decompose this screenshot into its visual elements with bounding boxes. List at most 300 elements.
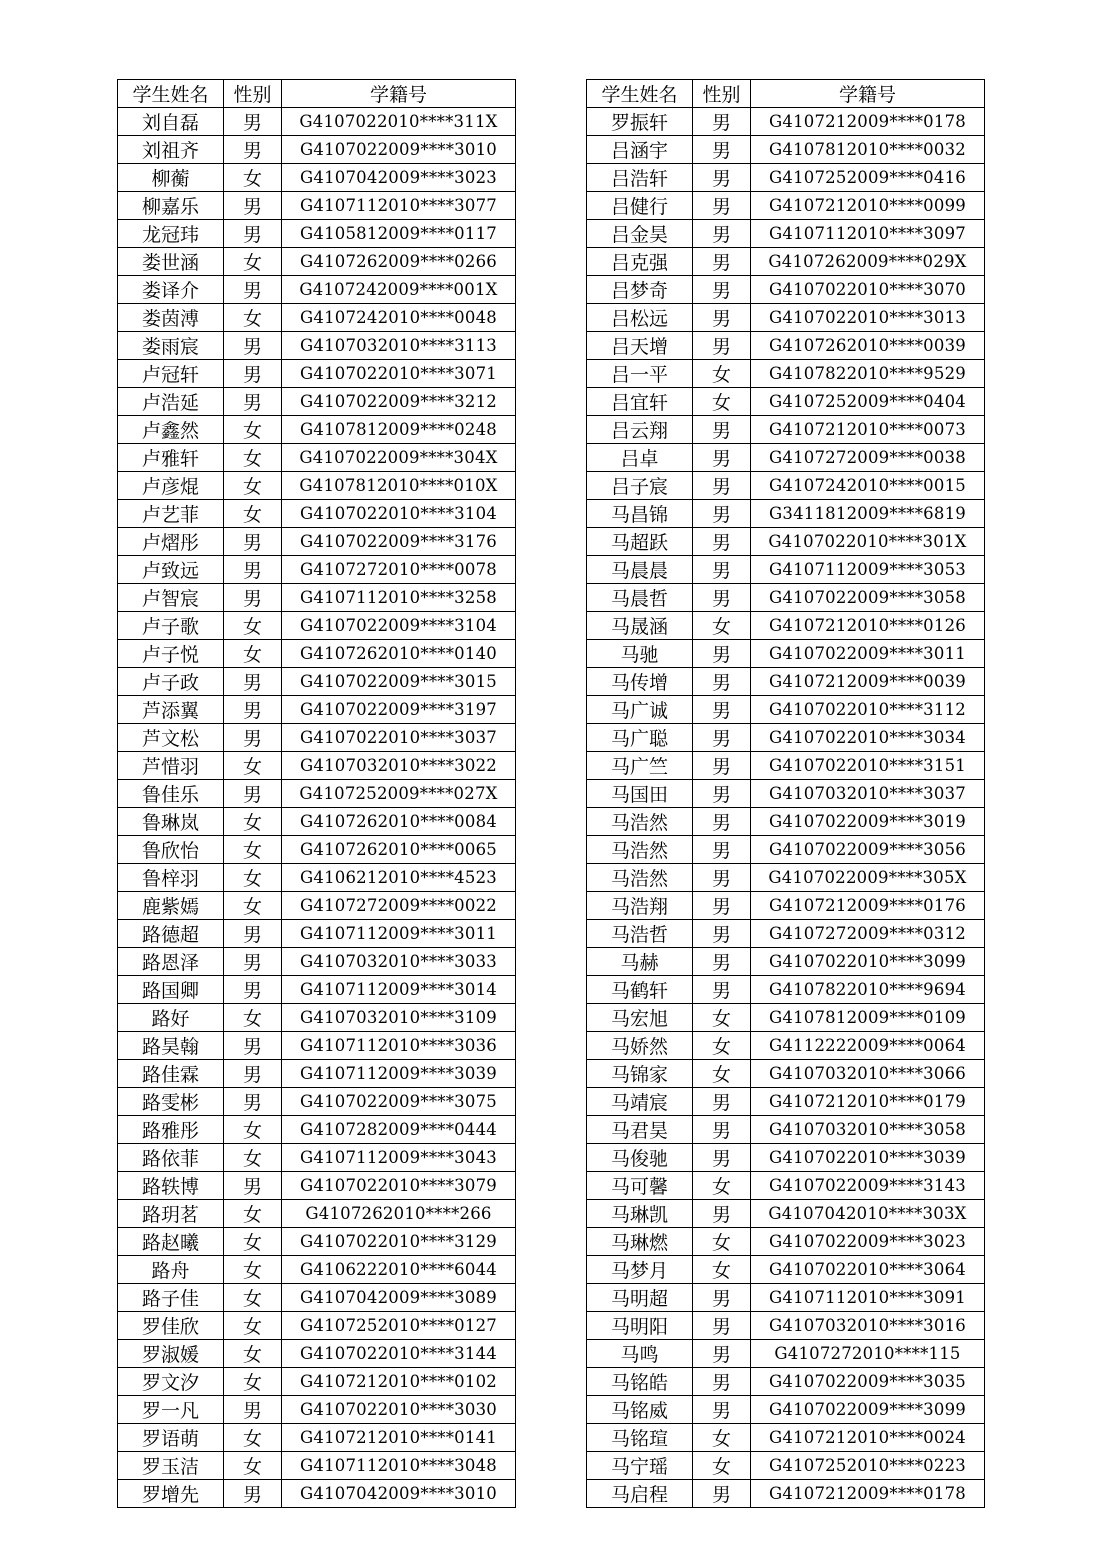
table-row: [587, 1228, 985, 1256]
student-id: G4107112010****3091: [751, 1284, 985, 1312]
table-row: [118, 808, 516, 836]
student-gender: 男: [693, 220, 751, 248]
table-row: [118, 192, 516, 220]
student-name: 吕天增: [587, 332, 693, 360]
student-id: G4107212009****0039: [751, 668, 985, 696]
student-id: G4107032010****3113: [282, 332, 516, 360]
student-id: G4107112009****3011: [282, 920, 516, 948]
header-gender: 性别: [693, 80, 751, 108]
student-name: 卢浩延: [118, 388, 224, 416]
student-gender: 男: [224, 528, 282, 556]
student-id: G4107022010****3030: [282, 1396, 516, 1424]
table-row: [118, 1452, 516, 1480]
table-row: [587, 864, 985, 892]
table-row: [587, 836, 985, 864]
student-id: G4107262009****029X: [751, 248, 985, 276]
student-gender: 女: [224, 500, 282, 528]
table-row: [587, 108, 985, 136]
student-id: G4107022010****3039: [751, 1144, 985, 1172]
table-row: [587, 640, 985, 668]
student-name: 马晟涵: [587, 612, 693, 640]
student-name: 龙冠玮: [118, 220, 224, 248]
table-row: [587, 1004, 985, 1032]
student-gender: 男: [224, 276, 282, 304]
student-gender: 男: [693, 752, 751, 780]
student-name: 路德超: [118, 920, 224, 948]
student-gender: 男: [224, 976, 282, 1004]
student-gender: 女: [224, 248, 282, 276]
table-row: [118, 864, 516, 892]
student-gender: 男: [693, 444, 751, 472]
student-id: G4107022009****3058: [751, 584, 985, 612]
table-header-row: [587, 80, 985, 108]
student-gender: 男: [693, 892, 751, 920]
student-id: G4107032010****3016: [751, 1312, 985, 1340]
student-id: G4107022010****3104: [282, 500, 516, 528]
student-id: G4107112009****3039: [282, 1060, 516, 1088]
student-id: G4107022009****3099: [751, 1396, 985, 1424]
student-gender: 男: [224, 724, 282, 752]
table-row: [587, 332, 985, 360]
student-id: G4107022010****3151: [751, 752, 985, 780]
student-name: 鲁佳乐: [118, 780, 224, 808]
student-name: 卢熠彤: [118, 528, 224, 556]
student-gender: 男: [693, 500, 751, 528]
table-row: [587, 1368, 985, 1396]
student-gender: 男: [693, 584, 751, 612]
student-name: 马启程: [587, 1480, 693, 1508]
student-id: G4107022009****3035: [751, 1368, 985, 1396]
student-id: G4107022009****3143: [751, 1172, 985, 1200]
table-row: [587, 808, 985, 836]
student-id: G4107042009****3089: [282, 1284, 516, 1312]
student-name: 罗增先: [118, 1480, 224, 1508]
student-id: G4107272010****0078: [282, 556, 516, 584]
student-id: G4107212009****0178: [751, 1480, 985, 1508]
student-gender: 女: [693, 1172, 751, 1200]
student-name: 罗语萌: [118, 1424, 224, 1452]
table-row: [118, 780, 516, 808]
table-row: [118, 360, 516, 388]
table-row: [587, 360, 985, 388]
student-gender: 男: [693, 472, 751, 500]
student-name: 马铭皓: [587, 1368, 693, 1396]
student-id: G4107022010****3112: [751, 696, 985, 724]
student-name: 马娇然: [587, 1032, 693, 1060]
student-name: 罗一凡: [118, 1396, 224, 1424]
student-gender: 女: [224, 612, 282, 640]
student-id: G4107262010****0039: [751, 332, 985, 360]
student-gender: 男: [224, 192, 282, 220]
student-gender: 男: [693, 276, 751, 304]
student-gender: 男: [693, 808, 751, 836]
student-gender: 女: [224, 1144, 282, 1172]
student-name: 柳嘉乐: [118, 192, 224, 220]
student-id: G4107022009****3212: [282, 388, 516, 416]
student-gender: 男: [224, 920, 282, 948]
table-row: [118, 556, 516, 584]
student-name: 马铭威: [587, 1396, 693, 1424]
table-row: [587, 1396, 985, 1424]
table-header-row: [118, 80, 516, 108]
student-name: 马明阳: [587, 1312, 693, 1340]
table-row: [587, 192, 985, 220]
student-gender: 男: [224, 780, 282, 808]
student-id: G4107022009****3019: [751, 808, 985, 836]
table-row: [587, 1032, 985, 1060]
student-name: 马鸣: [587, 1340, 693, 1368]
student-gender: 男: [693, 192, 751, 220]
student-id: G4106212010****4523: [282, 864, 516, 892]
student-id: G4107022009****3056: [751, 836, 985, 864]
table-row: [118, 332, 516, 360]
table-row: [118, 640, 516, 668]
student-gender: 男: [224, 1060, 282, 1088]
student-id: G4107022010****3071: [282, 360, 516, 388]
student-gender: 男: [693, 248, 751, 276]
student-gender: 男: [693, 780, 751, 808]
student-name: 马晨晨: [587, 556, 693, 584]
student-id: G3411812009****6819: [751, 500, 985, 528]
student-name: 卢雅轩: [118, 444, 224, 472]
student-name: 路佳霖: [118, 1060, 224, 1088]
student-id: G4107112010****3097: [751, 220, 985, 248]
student-id: G4107022010****3079: [282, 1172, 516, 1200]
student-gender: 女: [693, 360, 751, 388]
table-row: [587, 752, 985, 780]
student-gender: 女: [693, 1228, 751, 1256]
table-row: [118, 724, 516, 752]
student-id: G4107252010****0223: [751, 1452, 985, 1480]
student-name: 芦惜羽: [118, 752, 224, 780]
table-row: [118, 696, 516, 724]
table-row: [118, 1032, 516, 1060]
table-row: [118, 1368, 516, 1396]
student-gender: 女: [224, 164, 282, 192]
student-id: G4107212010****0024: [751, 1424, 985, 1452]
student-name: 卢智宸: [118, 584, 224, 612]
student-id: G4107252009****0404: [751, 388, 985, 416]
table-row: [587, 304, 985, 332]
student-gender: 男: [224, 696, 282, 724]
student-id: G4107242009****001X: [282, 276, 516, 304]
student-name: 马梦月: [587, 1256, 693, 1284]
table-row: [118, 108, 516, 136]
student-name: 马赫: [587, 948, 693, 976]
table-row: [587, 1144, 985, 1172]
table-row: [118, 472, 516, 500]
student-name: 马晨哲: [587, 584, 693, 612]
student-name: 路子佳: [118, 1284, 224, 1312]
student-gender: 男: [224, 1088, 282, 1116]
student-id: G4107022010****3070: [751, 276, 985, 304]
student-gender: 男: [224, 1480, 282, 1508]
student-name: 马鹤轩: [587, 976, 693, 1004]
student-name: 马浩然: [587, 836, 693, 864]
table-row: [118, 136, 516, 164]
student-gender: 男: [693, 696, 751, 724]
student-id: G4106222010****6044: [282, 1256, 516, 1284]
student-id: G4107822010****9529: [751, 360, 985, 388]
student-id: G4107022009****3023: [751, 1228, 985, 1256]
student-id: G4107022010****3129: [282, 1228, 516, 1256]
student-id: G4107022010****3037: [282, 724, 516, 752]
student-name: 马传增: [587, 668, 693, 696]
student-gender: 男: [693, 304, 751, 332]
student-gender: 男: [693, 1340, 751, 1368]
student-name: 吕梦奇: [587, 276, 693, 304]
table-row: [118, 248, 516, 276]
student-gender: 女: [224, 1368, 282, 1396]
student-gender: 女: [224, 640, 282, 668]
student-id: G4107032010****3033: [282, 948, 516, 976]
student-gender: 男: [693, 1312, 751, 1340]
student-name: 马锦家: [587, 1060, 693, 1088]
student-id: G4107212010****0102: [282, 1368, 516, 1396]
table-row: [587, 1060, 985, 1088]
student-gender: 男: [693, 416, 751, 444]
student-name: 罗佳欣: [118, 1312, 224, 1340]
student-name: 罗玉洁: [118, 1452, 224, 1480]
student-id: G4107212010****0179: [751, 1088, 985, 1116]
student-id: G4107032010****3066: [751, 1060, 985, 1088]
student-name: 吕金昊: [587, 220, 693, 248]
student-gender: 男: [693, 668, 751, 696]
student-id: G4107032010****3022: [282, 752, 516, 780]
student-name: 卢冠轩: [118, 360, 224, 388]
student-id: G4107252009****027X: [282, 780, 516, 808]
student-id: G4107272009****0312: [751, 920, 985, 948]
student-name: 路舟: [118, 1256, 224, 1284]
table-row: [118, 164, 516, 192]
table-row: [587, 276, 985, 304]
table-row: [587, 1116, 985, 1144]
student-id: G4107242010****0048: [282, 304, 516, 332]
student-id: G4107042010****303X: [751, 1200, 985, 1228]
table-row: [118, 584, 516, 612]
student-id: G4107032010****3037: [751, 780, 985, 808]
table-row: [118, 948, 516, 976]
student-gender: 男: [693, 1144, 751, 1172]
student-id: G4107262009****0266: [282, 248, 516, 276]
table-row: [118, 528, 516, 556]
student-name: 卢艺菲: [118, 500, 224, 528]
student-name: 路依菲: [118, 1144, 224, 1172]
student-name: 卢子歌: [118, 612, 224, 640]
student-gender: 男: [224, 360, 282, 388]
student-id: G4105812009****0117: [282, 220, 516, 248]
student-gender: 男: [224, 556, 282, 584]
header-name: 学生姓名: [587, 80, 693, 108]
student-id: G4107252010****0127: [282, 1312, 516, 1340]
student-name: 马国田: [587, 780, 693, 808]
table-row: [118, 1396, 516, 1424]
student-name: 路雅彤: [118, 1116, 224, 1144]
student-gender: 女: [224, 1228, 282, 1256]
student-name: 娄译介: [118, 276, 224, 304]
student-gender: 男: [693, 528, 751, 556]
student-gender: 女: [224, 1004, 282, 1032]
table-row: [587, 1452, 985, 1480]
table-row: [587, 136, 985, 164]
table-row: [118, 1172, 516, 1200]
student-gender: 男: [693, 556, 751, 584]
table-row: [118, 1284, 516, 1312]
student-name: 路轶博: [118, 1172, 224, 1200]
student-name: 卢子政: [118, 668, 224, 696]
student-name: 吕克强: [587, 248, 693, 276]
student-name: 吕卓: [587, 444, 693, 472]
student-gender: 男: [224, 108, 282, 136]
student-gender: 男: [693, 1088, 751, 1116]
student-name: 卢子悦: [118, 640, 224, 668]
student-name: 马广竺: [587, 752, 693, 780]
student-name: 马宁瑶: [587, 1452, 693, 1480]
table-row: [587, 1200, 985, 1228]
student-gender: 女: [693, 1424, 751, 1452]
student-id: G4107212010****0141: [282, 1424, 516, 1452]
table-row: [118, 1200, 516, 1228]
student-id: G4107262010****0084: [282, 808, 516, 836]
student-name: 罗振轩: [587, 108, 693, 136]
table-row: [587, 780, 985, 808]
student-id: G4107022009****304X: [282, 444, 516, 472]
student-name: 马浩然: [587, 864, 693, 892]
student-gender: 女: [224, 416, 282, 444]
student-name: 路好: [118, 1004, 224, 1032]
table-row: [587, 1424, 985, 1452]
student-name: 马靖宸: [587, 1088, 693, 1116]
student-gender: 男: [224, 948, 282, 976]
table-body-left: [118, 108, 516, 1508]
table-row: [118, 220, 516, 248]
student-id: G4107022010****311X: [282, 108, 516, 136]
table-row: [118, 1480, 516, 1508]
student-id: G4107022009****3197: [282, 696, 516, 724]
table-row: [587, 696, 985, 724]
student-gender: 女: [224, 444, 282, 472]
table-body-right: [587, 108, 985, 1508]
student-id: G4107022010****3099: [751, 948, 985, 976]
student-name: 路昊翰: [118, 1032, 224, 1060]
table-row: [587, 1172, 985, 1200]
table-row: [587, 164, 985, 192]
student-gender: 男: [693, 332, 751, 360]
student-id: G4107042009****3023: [282, 164, 516, 192]
student-gender: 男: [693, 1368, 751, 1396]
student-id: G4107042009****3010: [282, 1480, 516, 1508]
table-row: [587, 248, 985, 276]
table-row: [587, 556, 985, 584]
student-id: G4107212009****0178: [751, 108, 985, 136]
student-gender: 男: [224, 220, 282, 248]
student-name: 马广聪: [587, 724, 693, 752]
student-name: 鲁欣怡: [118, 836, 224, 864]
student-name: 马铭瑄: [587, 1424, 693, 1452]
student-name: 马琳燃: [587, 1228, 693, 1256]
student-gender: 女: [224, 1256, 282, 1284]
student-id: G4107022010****3144: [282, 1340, 516, 1368]
student-gender: 女: [224, 752, 282, 780]
student-id: G4107022009****3010: [282, 136, 516, 164]
table-row: [118, 920, 516, 948]
student-gender: 女: [693, 1256, 751, 1284]
student-name: 马宏旭: [587, 1004, 693, 1032]
table-row: [118, 1340, 516, 1368]
table-row: [587, 472, 985, 500]
student-table-right: [586, 79, 985, 1508]
table-row: [587, 724, 985, 752]
student-id: G4107212009****0176: [751, 892, 985, 920]
student-name: 马俊驰: [587, 1144, 693, 1172]
table-row: [587, 1340, 985, 1368]
student-name: 马琳凯: [587, 1200, 693, 1228]
student-gender: 女: [693, 388, 751, 416]
student-name: 吕子宸: [587, 472, 693, 500]
student-gender: 女: [693, 1060, 751, 1088]
student-name: 吕涵宇: [587, 136, 693, 164]
table-row: [587, 220, 985, 248]
student-gender: 男: [693, 164, 751, 192]
student-name: 鹿紫嫣: [118, 892, 224, 920]
student-id: G4107022009****3015: [282, 668, 516, 696]
student-gender: 男: [224, 1032, 282, 1060]
student-gender: 男: [224, 1172, 282, 1200]
student-id: G4107112009****3053: [751, 556, 985, 584]
table-row: [587, 948, 985, 976]
student-gender: 男: [693, 920, 751, 948]
student-name: 路赵曦: [118, 1228, 224, 1256]
student-id: G4107212010****0099: [751, 192, 985, 220]
student-name: 卢致远: [118, 556, 224, 584]
student-gender: 男: [693, 136, 751, 164]
student-id: G4107112009****3043: [282, 1144, 516, 1172]
student-id: G4107022009****305X: [751, 864, 985, 892]
table-row: [118, 1256, 516, 1284]
header-student-id: 学籍号: [751, 80, 985, 108]
student-name: 娄茵溥: [118, 304, 224, 332]
student-id: G4107212010****0073: [751, 416, 985, 444]
student-name: 马广诚: [587, 696, 693, 724]
student-gender: 男: [693, 1396, 751, 1424]
table-row: [587, 500, 985, 528]
student-gender: 女: [224, 864, 282, 892]
table-row: [118, 1228, 516, 1256]
student-gender: 男: [224, 388, 282, 416]
student-name: 路雯彬: [118, 1088, 224, 1116]
student-gender: 男: [693, 1284, 751, 1312]
table-row: [587, 1088, 985, 1116]
student-name: 马浩翔: [587, 892, 693, 920]
student-gender: 女: [693, 1004, 751, 1032]
table-row: [587, 612, 985, 640]
student-table-left: [117, 79, 516, 1508]
student-id: G4112222009****0064: [751, 1032, 985, 1060]
student-name: 吕健行: [587, 192, 693, 220]
student-name: 卢鑫然: [118, 416, 224, 444]
student-id: G4107262010****266: [282, 1200, 516, 1228]
student-gender: 女: [224, 808, 282, 836]
student-gender: 女: [693, 1452, 751, 1480]
student-name: 路国卿: [118, 976, 224, 1004]
student-gender: 男: [224, 584, 282, 612]
table-row: [587, 892, 985, 920]
student-id: G4107272009****0022: [282, 892, 516, 920]
student-id: G4107242010****0015: [751, 472, 985, 500]
table-row: [118, 1312, 516, 1340]
header-gender: 性别: [224, 80, 282, 108]
student-id: G4107272009****0038: [751, 444, 985, 472]
